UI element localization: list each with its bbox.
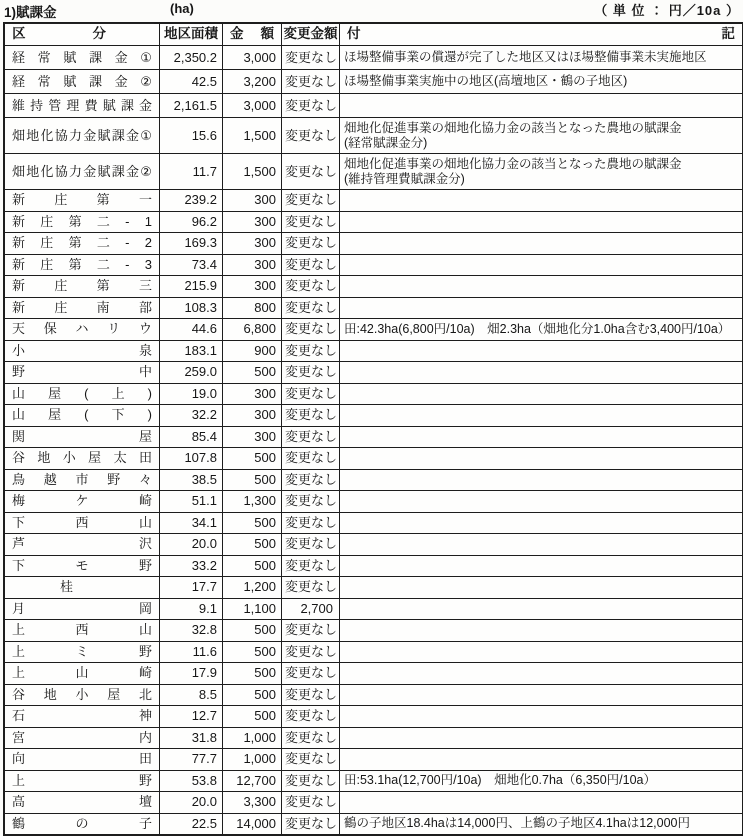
change-amount-cell: 変更なし xyxy=(282,118,340,153)
note-cell xyxy=(340,118,742,153)
district-area-cell: 22.5 xyxy=(160,814,223,835)
table-body xyxy=(5,46,742,834)
change-amount-cell: 変更なし xyxy=(282,706,340,727)
note-cell xyxy=(340,620,742,641)
amount-cell: 500 xyxy=(223,556,282,577)
district-name: 月 岡 xyxy=(12,600,152,616)
change-amount-cell: 変更なし xyxy=(282,534,340,555)
change-amount-cell: 変更なし xyxy=(282,814,340,835)
note-line-2: (経常賦課金分) xyxy=(344,135,428,150)
amount-cell: 500 xyxy=(223,642,282,663)
district-name-cell xyxy=(5,341,160,362)
note-cell xyxy=(340,491,742,512)
district-name: 高 壇 xyxy=(12,794,152,810)
note-cell xyxy=(340,706,742,727)
table-row xyxy=(5,70,742,94)
district-name-cell xyxy=(5,513,160,534)
district-name: 山 屋 ( 下 ) xyxy=(12,407,152,423)
district-area-cell: 31.8 xyxy=(160,728,223,749)
note-cell xyxy=(340,685,742,706)
amount-cell: 1,000 xyxy=(223,728,282,749)
table-row xyxy=(5,706,742,728)
district-name-cell xyxy=(5,577,160,598)
district-name-cell xyxy=(5,792,160,813)
amount-cell: 6,800 xyxy=(223,319,282,340)
note-cell: 鶴の子地区18.4haは14,000円、上鶴の子地区4.1haは12,000円 xyxy=(344,816,690,831)
change-amount-cell: 変更なし xyxy=(282,384,340,405)
district-area-cell: 44.6 xyxy=(160,319,223,340)
table-row xyxy=(5,814,742,835)
district-name: 関 屋 xyxy=(12,428,152,444)
change-amount-cell: 変更なし xyxy=(282,685,340,706)
district-name-cell xyxy=(5,728,160,749)
amount-cell: 500 xyxy=(223,513,282,534)
district-name: 梅 ケ 崎 xyxy=(12,493,152,509)
district-name: 維 持 管 理 費 賦 課 金 xyxy=(12,97,152,113)
district-name: 芦 沢 xyxy=(12,536,152,552)
district-name: 向 田 xyxy=(12,751,152,767)
amount-cell: 1,500 xyxy=(223,118,282,153)
district-area-cell: 8.5 xyxy=(160,685,223,706)
note-cell xyxy=(340,470,742,491)
district-name: 谷 地 小 屋 太 田 xyxy=(12,450,152,466)
district-name: 鳥 越 市 野 々 xyxy=(12,471,152,487)
district-name-cell xyxy=(5,427,160,448)
amount-cell: 500 xyxy=(223,470,282,491)
amount-cell: 3,300 xyxy=(223,792,282,813)
district-name-cell xyxy=(5,470,160,491)
amount-cell: 300 xyxy=(223,405,282,426)
district-name: 新 庄 第 二 - 2 xyxy=(12,235,152,251)
amount-cell: 300 xyxy=(223,427,282,448)
header-amount-label: 金 額 xyxy=(230,26,274,42)
district-name: 桂 xyxy=(60,579,74,595)
district-name-cell xyxy=(5,298,160,319)
header-district-area-label: 地区面積 xyxy=(164,26,218,42)
table-row xyxy=(5,728,742,750)
note-cell xyxy=(340,276,742,297)
district-name-cell xyxy=(5,814,160,835)
change-amount-cell: 変更なし xyxy=(282,792,340,813)
change-amount-cell: 変更なし xyxy=(282,154,340,189)
district-name-cell xyxy=(5,46,160,69)
district-area-cell: 2,161.5 xyxy=(160,94,223,117)
district-name-cell xyxy=(5,749,160,770)
district-name-cell xyxy=(5,384,160,405)
district-area-cell: 15.6 xyxy=(160,118,223,153)
header-category xyxy=(5,24,160,45)
note-cell xyxy=(340,154,742,189)
table-row xyxy=(5,577,742,599)
amount-cell: 300 xyxy=(223,190,282,211)
district-area-cell: 108.3 xyxy=(160,298,223,319)
table-row xyxy=(5,362,742,384)
district-area-cell: 9.1 xyxy=(160,599,223,620)
change-amount-cell: 変更なし xyxy=(282,298,340,319)
note-cell xyxy=(340,749,742,770)
change-amount-cell: 変更なし xyxy=(282,70,340,93)
district-area-cell: 183.1 xyxy=(160,341,223,362)
district-name: 宮 内 xyxy=(12,729,152,745)
change-amount-cell: 変更なし xyxy=(282,642,340,663)
table-row xyxy=(5,118,742,154)
note-cell: 田:53.1ha(12,700円/10a) 畑地化0.7ha（6,350円/10a） xyxy=(344,773,656,788)
table-row xyxy=(5,642,742,664)
district-area-cell: 17.9 xyxy=(160,663,223,684)
district-name: 石 神 xyxy=(12,708,152,724)
levy-table xyxy=(3,22,743,836)
amount-cell: 1,000 xyxy=(223,749,282,770)
district-area-cell: 20.0 xyxy=(160,534,223,555)
header-change-amount-label: 変更金額 xyxy=(283,26,338,42)
table-row xyxy=(5,46,742,70)
district-area-cell: 32.2 xyxy=(160,405,223,426)
change-amount-cell: 変更なし xyxy=(282,556,340,577)
table-row xyxy=(5,685,742,707)
amount-cell: 500 xyxy=(223,534,282,555)
district-name-cell xyxy=(5,319,160,340)
district-area-cell: 34.1 xyxy=(160,513,223,534)
note-cell xyxy=(340,728,742,749)
table-row xyxy=(5,556,742,578)
change-amount-cell: 変更なし xyxy=(282,362,340,383)
table-row xyxy=(5,534,742,556)
district-name-cell xyxy=(5,534,160,555)
change-amount-cell: 変更なし xyxy=(282,46,340,69)
change-amount-cell: 変更なし xyxy=(282,728,340,749)
district-area-cell: 215.9 xyxy=(160,276,223,297)
note-cell xyxy=(340,233,742,254)
district-name-cell xyxy=(5,94,160,117)
change-amount-cell: 変更なし xyxy=(282,749,340,770)
district-name: 野 中 xyxy=(12,364,152,380)
note-cell xyxy=(340,405,742,426)
header-change-amount xyxy=(282,24,340,45)
table-row xyxy=(5,276,742,298)
change-amount-cell: 変更なし xyxy=(282,448,340,469)
amount-cell: 1,300 xyxy=(223,491,282,512)
amount-cell: 3,200 xyxy=(223,70,282,93)
note-cell xyxy=(340,298,742,319)
table-row xyxy=(5,384,742,406)
district-name: 鶴 の 子 xyxy=(12,815,152,831)
district-name: 経 常 賦 課 金 ② xyxy=(12,73,152,89)
change-amount-cell: 変更なし xyxy=(282,663,340,684)
note-cell xyxy=(340,362,742,383)
change-amount-cell: 変更なし xyxy=(282,620,340,641)
table-row xyxy=(5,599,742,621)
amount-cell: 1,500 xyxy=(223,154,282,189)
district-area-cell: 51.1 xyxy=(160,491,223,512)
table-row xyxy=(5,190,742,212)
district-name-cell xyxy=(5,154,160,189)
header-district-area xyxy=(160,24,223,45)
district-name-cell xyxy=(5,212,160,233)
change-amount-cell: 変更なし xyxy=(282,233,340,254)
header-amount xyxy=(223,24,282,45)
note-cell xyxy=(340,642,742,663)
district-area-cell: 259.0 xyxy=(160,362,223,383)
district-name: 谷 地 小 屋 北 xyxy=(12,686,152,702)
amount-cell: 300 xyxy=(223,255,282,276)
change-amount-cell: 変更なし xyxy=(282,470,340,491)
note-cell xyxy=(340,212,742,233)
note-cell xyxy=(340,534,742,555)
amount-cell: 1,200 xyxy=(223,577,282,598)
section-title: 1)賦課金 xyxy=(4,1,154,24)
district-area-cell: 12.7 xyxy=(160,706,223,727)
amount-cell: 12,700 xyxy=(223,771,282,792)
note-cell: 田:42.3ha(6,800円/10a) 畑2.3ha（畑地化分1.0ha含む3,400円/10a） xyxy=(344,321,731,336)
note-cell xyxy=(340,577,742,598)
district-name-cell xyxy=(5,233,160,254)
district-name: 天 保 ハ リ ウ xyxy=(12,321,152,337)
district-name-cell xyxy=(5,620,160,641)
amount-cell: 300 xyxy=(223,384,282,405)
district-name-cell xyxy=(5,276,160,297)
note-cell xyxy=(340,513,742,534)
district-area-cell: 77.7 xyxy=(160,749,223,770)
change-amount-cell: 変更なし xyxy=(282,319,340,340)
district-name-cell xyxy=(5,190,160,211)
header-note-label: 付 記 xyxy=(347,26,735,42)
amount-cell: 1,100 xyxy=(223,599,282,620)
header-category-label: 区 分 xyxy=(12,26,106,42)
table-row xyxy=(5,298,742,320)
note-cell xyxy=(340,448,742,469)
table-row xyxy=(5,405,742,427)
table-row xyxy=(5,749,742,771)
district-name: 新 庄 第 三 xyxy=(12,278,152,294)
table-row xyxy=(5,319,742,341)
district-name-cell xyxy=(5,685,160,706)
note-line-1: 畑地化促進事業の畑地化協力金の該当となった農地の賦課金 xyxy=(344,120,682,135)
amount-cell: 900 xyxy=(223,341,282,362)
currency-unit-label: （ 単 位 ： 円／10a ） xyxy=(594,3,740,18)
note-cell xyxy=(340,663,742,684)
district-name-cell xyxy=(5,771,160,792)
district-name: 小 泉 xyxy=(12,342,152,358)
amount-cell: 14,000 xyxy=(223,814,282,835)
district-name-cell xyxy=(5,448,160,469)
change-amount-cell: 変更なし xyxy=(282,94,340,117)
amount-cell: 3,000 xyxy=(223,94,282,117)
district-area-cell: 11.6 xyxy=(160,642,223,663)
district-area-cell: 96.2 xyxy=(160,212,223,233)
amount-cell: 300 xyxy=(223,233,282,254)
change-amount-cell: 変更なし xyxy=(282,276,340,297)
district-area-cell: 2,350.2 xyxy=(160,46,223,69)
table-row xyxy=(5,212,742,234)
table-row xyxy=(5,792,742,814)
district-name-cell xyxy=(5,118,160,153)
district-area-cell: 32.8 xyxy=(160,620,223,641)
district-name: 経 常 賦 課 金 ① xyxy=(12,49,152,65)
district-name: 畑 地 化 協 力 金 賦 課 金 ② xyxy=(12,163,152,179)
note-line-1: 畑地化促進事業の畑地化協力金の該当となった農地の賦課金 xyxy=(344,156,682,171)
district-name-cell xyxy=(5,362,160,383)
change-amount-cell: 変更なし xyxy=(282,341,340,362)
note-cell xyxy=(340,341,742,362)
district-name-cell xyxy=(5,255,160,276)
table-row xyxy=(5,663,742,685)
district-area-cell: 17.7 xyxy=(160,577,223,598)
table-header-row xyxy=(5,24,742,46)
note-cell: ほ場整備事業実施中の地区(高壇地区・鶴の子地区) xyxy=(344,73,628,88)
change-amount-cell: 変更なし xyxy=(282,190,340,211)
district-name: 新 庄 第 二 - 1 xyxy=(12,213,152,229)
table-row xyxy=(5,470,742,492)
district-name: 新 庄 第 一 xyxy=(12,192,152,208)
note-cell xyxy=(340,792,742,813)
district-area-cell: 38.5 xyxy=(160,470,223,491)
district-name-cell xyxy=(5,706,160,727)
table-row xyxy=(5,620,742,642)
table-row xyxy=(5,154,742,190)
note-cell xyxy=(340,255,742,276)
table-row xyxy=(5,427,742,449)
district-name-cell xyxy=(5,642,160,663)
hectare-unit-label: (ha) xyxy=(170,1,194,16)
header-note xyxy=(340,24,742,45)
table-row xyxy=(5,491,742,513)
table-row xyxy=(5,513,742,535)
district-name: 上 西 山 xyxy=(12,622,152,638)
note-cell: ほ場整備事業の償還が完了した地区又はほ場整備事業未実施地区 xyxy=(344,49,707,64)
district-area-cell: 169.3 xyxy=(160,233,223,254)
note-cell xyxy=(340,94,742,117)
change-amount-cell: 変更なし xyxy=(282,513,340,534)
change-amount-cell: 変更なし xyxy=(282,491,340,512)
note-cell xyxy=(340,190,742,211)
amount-cell: 500 xyxy=(223,620,282,641)
district-area-cell: 107.8 xyxy=(160,448,223,469)
district-name: 新 庄 第 二 - 3 xyxy=(12,256,152,272)
amount-cell: 300 xyxy=(223,276,282,297)
document-top-labels xyxy=(0,0,743,22)
change-amount-cell: 変更なし xyxy=(282,427,340,448)
amount-cell: 500 xyxy=(223,706,282,727)
district-area-cell: 53.8 xyxy=(160,771,223,792)
note-line-2: (維持管理費賦課金分) xyxy=(344,171,465,186)
note-cell xyxy=(340,556,742,577)
change-amount-cell: 2,700 xyxy=(282,599,340,620)
district-name: 上 野 xyxy=(12,772,152,788)
district-name: 下 西 山 xyxy=(12,514,152,530)
district-name-cell xyxy=(5,599,160,620)
district-area-cell: 73.4 xyxy=(160,255,223,276)
table-row xyxy=(5,233,742,255)
change-amount-cell: 変更なし xyxy=(282,255,340,276)
amount-cell: 500 xyxy=(223,448,282,469)
district-name-cell xyxy=(5,663,160,684)
district-area-cell: 85.4 xyxy=(160,427,223,448)
district-area-cell: 42.5 xyxy=(160,70,223,93)
change-amount-cell: 変更なし xyxy=(282,577,340,598)
amount-cell: 800 xyxy=(223,298,282,319)
district-name-cell xyxy=(5,70,160,93)
district-name: 上 ミ 野 xyxy=(12,643,152,659)
change-amount-cell: 変更なし xyxy=(282,405,340,426)
district-name-cell xyxy=(5,405,160,426)
district-area-cell: 19.0 xyxy=(160,384,223,405)
district-area-cell: 33.2 xyxy=(160,556,223,577)
table-row xyxy=(5,255,742,277)
district-area-cell: 239.2 xyxy=(160,190,223,211)
note-cell xyxy=(340,599,742,620)
district-name: 下 モ 野 xyxy=(12,557,152,573)
district-name: 畑 地 化 協 力 金 賦 課 金 ① xyxy=(12,127,152,143)
district-name: 山 屋 ( 上 ) xyxy=(12,385,152,401)
note-cell xyxy=(340,427,742,448)
change-amount-cell: 変更なし xyxy=(282,212,340,233)
amount-cell: 500 xyxy=(223,362,282,383)
amount-cell: 500 xyxy=(223,663,282,684)
table-row xyxy=(5,771,742,793)
table-row xyxy=(5,448,742,470)
table-row xyxy=(5,341,742,363)
district-name-cell xyxy=(5,556,160,577)
district-area-cell: 20.0 xyxy=(160,792,223,813)
district-area-cell: 11.7 xyxy=(160,154,223,189)
amount-cell: 3,000 xyxy=(223,46,282,69)
amount-cell: 500 xyxy=(223,685,282,706)
district-name-cell xyxy=(5,491,160,512)
table-row xyxy=(5,94,742,118)
district-name: 上 山 崎 xyxy=(12,665,152,681)
change-amount-cell: 変更なし xyxy=(282,771,340,792)
note-cell xyxy=(340,384,742,405)
amount-cell: 300 xyxy=(223,212,282,233)
district-name: 新 庄 南 部 xyxy=(12,299,152,315)
